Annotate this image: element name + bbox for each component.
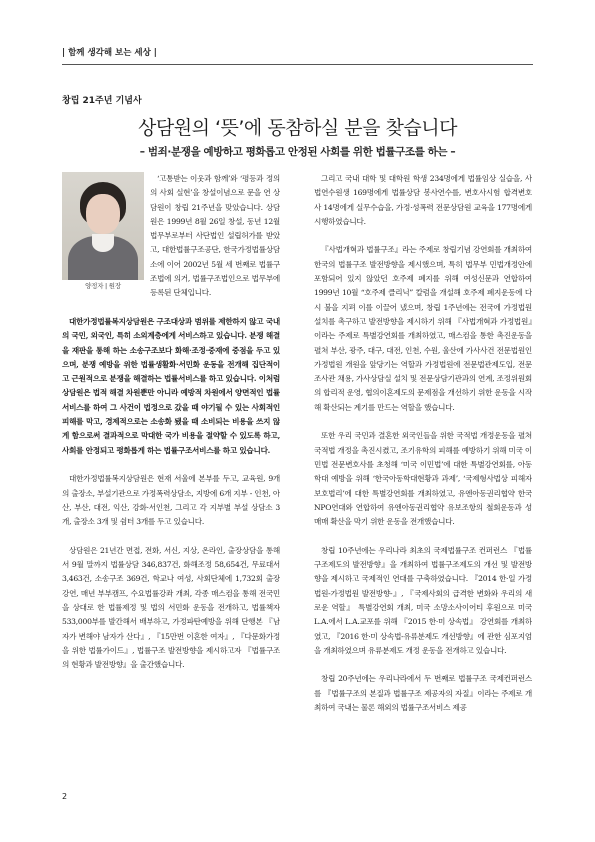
article-kicker: 창립 21주년 기념사 xyxy=(62,96,142,106)
page-number: 2 xyxy=(62,792,68,801)
left-column xyxy=(62,172,280,802)
right-paragraph-3: 또한 우리 국민과 결혼한 외국인들을 위한 국적법 개정운동을 펼쳐 국적법 개정을 촉진시켰고, 조기유학의 피해를 예방하기 위해 미국 이민법 전문변호사를 초청해 ‘미국 이민법’에 대한 특별강연회를, 아동학대 예방을 위해 ‘한국아동학대현황과 과제’, ‘국제형사법상 피해자 보호법리’에 대한 특별강연회를 개최하였고, 유엔아동권리협약 한국 NPO연대와 연합하여 유엔아동권리협약 유보조항의 철회운동과 성매매 확산을 막기 위한 운동을 전개했습니다. xyxy=(314,431,532,527)
article-subtitle: – 범죄·분쟁을 예방하고 평화롭고 안정된 사회를 위한 법률구조를 하는 – xyxy=(139,146,456,158)
right-paragraph-2: 『사법개혁과 법률구조』라는 주제로 창립기념 강연회를 개최하여 한국의 법률구조 발전방향을 제시했으며, 특히 법무부 민법개정안에 포함되어 있지 않았던 호주제 폐지를 위해 여성신문과 연합하여 1999년 10월 “호주제 클리닉” 칼럼을 개설해 호주제 폐지운동에 다시 불을 지펴 이를 이끌어 냈으며, 창립 1주년에는 전국에 가정법원 설치를 촉구하고 발전방향을 제시하기 위해 『사법개혁과 가정법원』이라는 주제로 특별강연회를 개최하였고, 매스컴을 통한 촉진운동을 펼쳐 부산, 광주, 대구, 대전, 인천, 수원, 울산에 가사사건 전문법원인 가정법원 개원을 앞당기는 역할과 가정법원에 전문법관제도입, 전문조사관 채용, 가사상담실 설치 및 전문상담기관과의 연계, 조정위원회의 합리적 운영, 협의이혼제도의 문제점을 개선하기 위한 운동을 시작해 확산되는 계기를 만드는 역할을 했습니다. xyxy=(314,245,532,412)
right-paragraph-4: 창립 10주년에는 우리나라 최초의 국제법률구조 컨퍼런스 『법률구조제도의 발전방향』을 개최하여 법률구조제도의 개선 및 발전방향을 제시하고 국제적인 연대를 구축하였습니다. 『2014 한·일 가정법원-가정법원 발전방향-』, 『국제사회의 급격한 변화와 우리의 새로운 역할』 특별강연회 개최, 미국 소망소사이어티 후원으로 미국 L.A.에서 L.A.교포를 위해 『2015 한·미 상속법』 강연회를 개최하였고, 『2016 한·미 상속법-유류분제도 개선방향』에 관한 심포지엄을 개최하였으며 유류분제도 개정 운동을 전개하고 있습니다. xyxy=(314,545,532,655)
right-paragraph-5: 창립 20주년에는 우리나라에서 두 번째로 법률구조 국제컨퍼런스를 『법률구조의 본질과 법률구조 제공자의 자질』이라는 주제로 개최하여 국내는 물론 해외의 법률구조서비스 제공 xyxy=(314,674,532,712)
left-paragraph-1: ‘고통받는 이웃과 함께’와 ‘평등과 정의의 사회 실현’을 창설이념으로 문을 연 상담원이 창립 21주년을 맞았습니다. 상담원은 1999년 8월 26일 창설, 동년 12월 법무부로부터 사단법인 설립허가를 받았고, 대한법률구조공단, 한국가정법률상담소에 이어 2002년 5월 세 번째로 법률구조법에 의거, 법률구조법인으로 법무부에 등록된 단체입니다. xyxy=(150,174,280,298)
left-paragraph-2: 대한가정법률복지상담원은 구조대상과 범위를 제한하지 않고 국내의 국민, 외국인, 특히 소외계층에게 서비스하고 있습니다. 분쟁 해결을 재판을 통해 하는 소송구조보다 화해·조정·중재에 중점을 두고 있으며, 분쟁 예방을 위한 법률생활화·서민화 운동을 전개해 집단적이고 근원적으로 분쟁을 해결하는 법률서비스를 하고 있습니다. 이처럼 상담원은 법적 해결 차원뿐만 아니라 예방적 차원에서 양면적인 법률서비스를 하여 그 사건이 법정으로 갔을 때 야기될 수 있는 사회적인 피해를 막고, 경제적으로는 소송화 됐을 때 소비되는 비용을 쓰지 않게 함으로써 결과적으로 막대한 국가 비용을 절약할 수 있도록 하고, 사회를 안정되고 평화롭게 하는 법률구조서비스를 하고 있습니다. xyxy=(62,316,280,455)
author-photo xyxy=(62,172,144,280)
article-title: 상담원의 ‘뜻’에 동참하실 분을 찾습니다 xyxy=(138,117,457,139)
right-column xyxy=(314,172,532,802)
section-header: | 함께 생각해 보는 세상 | xyxy=(62,48,157,58)
header-divider xyxy=(62,64,533,65)
photo-caption: 양정자 | 원장 xyxy=(85,282,121,290)
right-paragraph-1: 그리고 국내 대학 및 대학원 학생 234명에게 법률임상 실습을, 사법연수원생 169명에게 법률상담 봉사연수를, 변호사시험 합격변호사 14명에게 실무수습을, 가정·성폭력 전문상담원 교육을 177명에게 시행하였습니다. xyxy=(314,174,532,226)
author-photo-block xyxy=(62,172,144,292)
left-paragraph-4: 상담원은 21년간 면접, 전화, 서신, 지상, 온라인, 출장상담을 통해서 9월 말까지 법률상담 346,837건, 화해조정 58,654건, 무료대서 3,463건, 소송구조 369건, 학교나 여성, 사회단체에 1,732회 출장강연, 매년 부부캠프, 수요법률강좌 개최, 각종 매스컴을 통해 전국민을 상대로 한 법률제정 및 법의 서민화 운동을 전개하고, 법률책자 533,000부를 발간해서 배부하고, 가정파탄예방을 위해 단행본 『남자가 변해야 남자가 산다』, 『15만번 이혼한 여자』, 『다문화가정을 위한 법률가이드』, 법률구조 발전방향을 제시하고자 『법률구조의 현황과 발전방향』을 출간했습니다. xyxy=(62,545,280,670)
left-paragraph-3: 대한가정법률복지상담원은 현재 서울에 본부를 두고, 교육원, 9개의 출장소, 부설기관으로 가정폭력상담소, 지방에 6개 지부 - 인천, 아산, 부산, 대전, 익산, 강화·서인천, 그리고 각 지부별 부설 상담소 3개, 출장소 3개 및 쉼터 3개를 두고 있습니다. xyxy=(62,474,280,527)
